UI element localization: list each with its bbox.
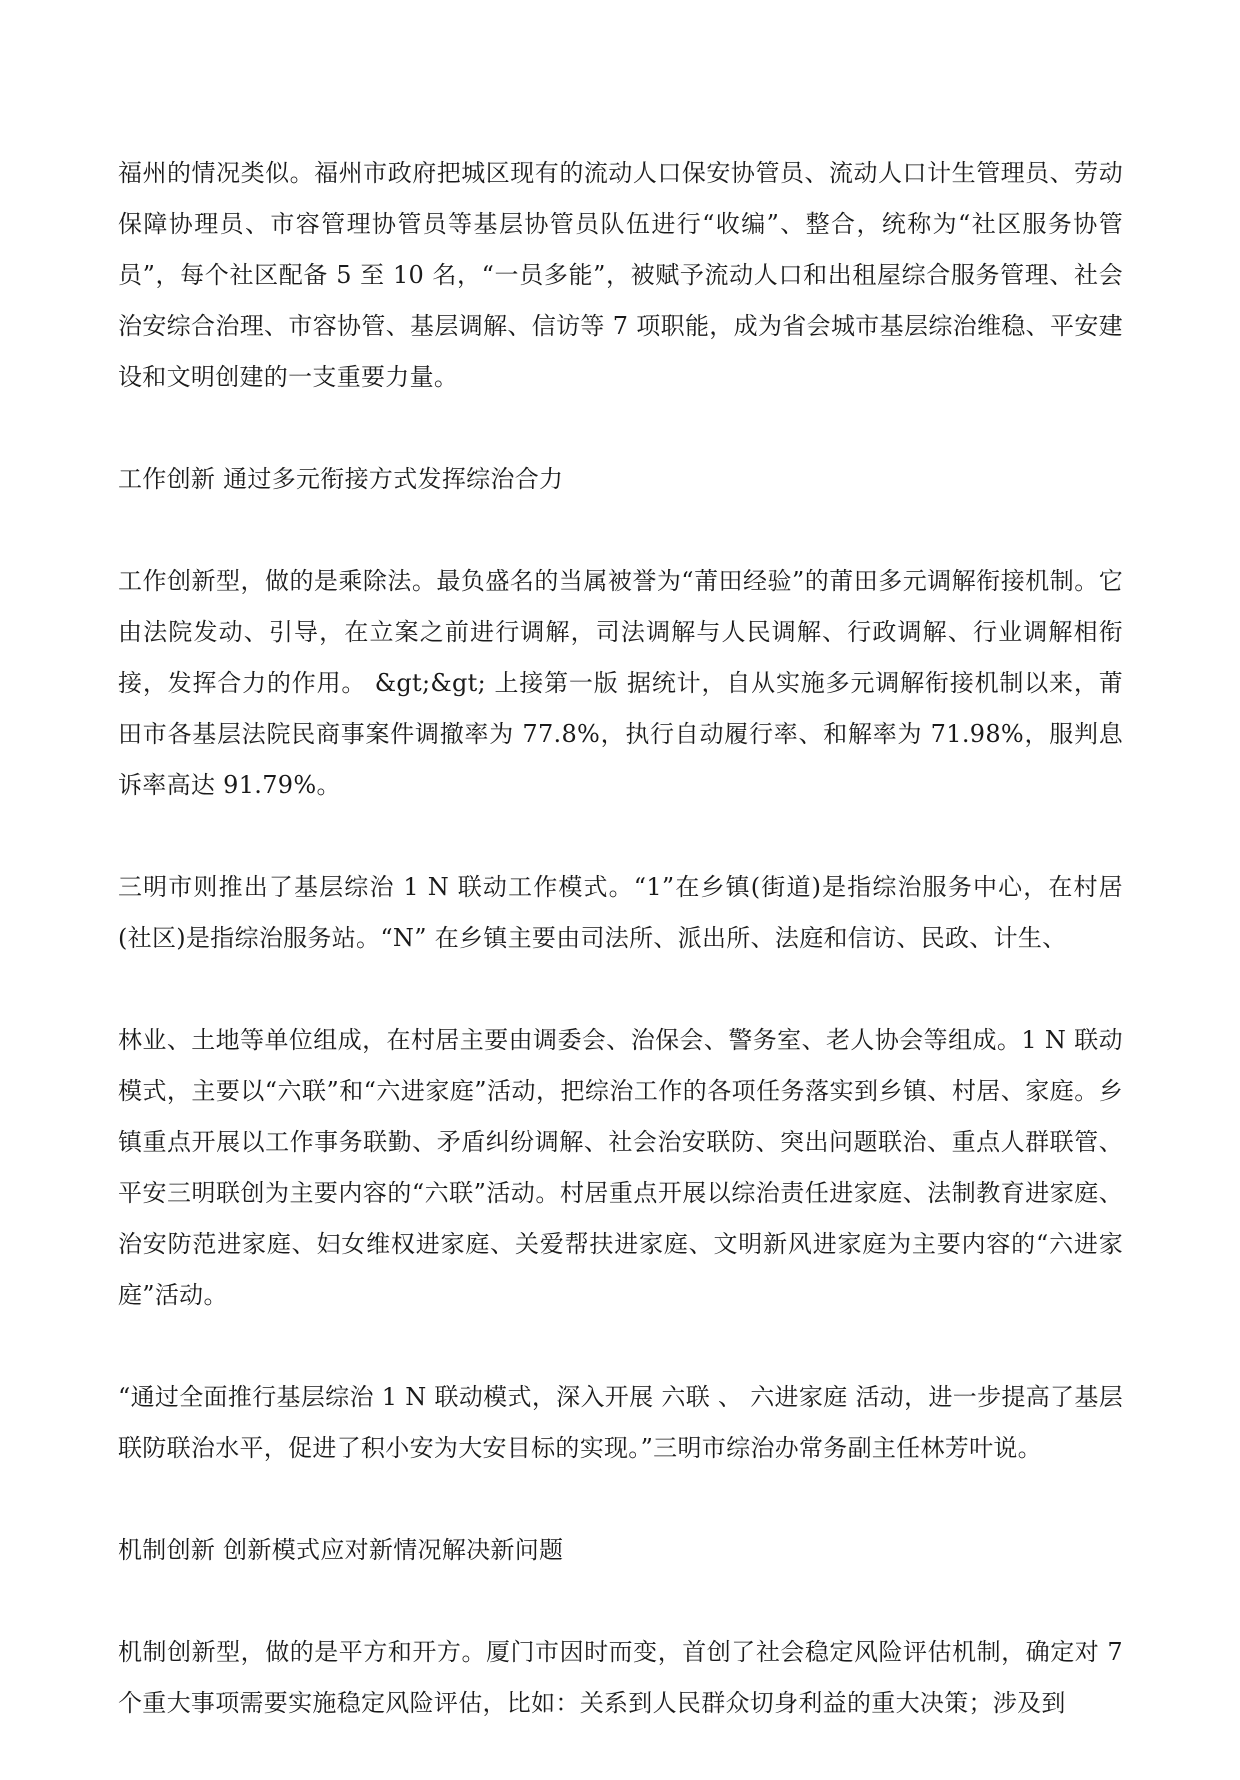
document-body bbox=[118, 148, 1123, 1780]
paragraph-putian: 工作创新型，做的是乘除法。最负盛名的当属被誉为“莆田经验”的莆田多元调解衔接机制。它由法院发动、引导，在立案之前进行调解，司法调解与人民调解、行政调解、行业调解相衔接，发挥合力的作用。 &gt;&gt; 上接第一版 据统计，自从实施多元调解衔接机制以来，莆田市各基层法院民商事案件调撤率为 77.8%，执行自动履行率、和解率为 71.98%，服判息诉率高达 91.79%。 bbox=[118, 567, 1123, 799]
paragraph-xiamen: 机制创新型，做的是平方和开方。厦门市因时而变，首创了社会稳定风险评估机制，确定对 7 个重大事项需要实施稳定风险评估，比如：关系到人民群众切身利益的重大决策；涉及到 bbox=[118, 1638, 1123, 1717]
paragraph-sanming-intro: 三明市则推出了基层综治 1 N 联动工作模式。“1”在乡镇(街道)是指综治服务中心，在村居(社区)是指综治服务站。“N” 在乡镇主要由司法所、派出所、法庭和信访、民政、计生、 bbox=[118, 873, 1123, 952]
paragraph-quote: “通过全面推行基层综治 1 N 联动模式，深入开展 六联 、 六进家庭 活动，进一步提高了基层联防联治水平，促进了积小安为大安目标的实现。”三明市综治办常务副主任林芳叶说。 bbox=[118, 1383, 1123, 1462]
section-heading-work-innovation: 工作创新 通过多元衔接方式发挥综治合力 bbox=[118, 465, 564, 493]
section-heading-mechanism-innovation: 机制创新 创新模式应对新情况解决新问题 bbox=[118, 1536, 564, 1564]
paragraph-sanming-detail: 林业、土地等单位组成，在村居主要由调委会、治保会、警务室、老人协会等组成。1 N 联动模式，主要以“六联”和“六进家庭”活动，把综治工作的各项任务落实到乡镇、村居、家庭。乡镇重点开展以工作事务联勤、矛盾纠纷调解、社会治安联防、突出问题联治、重点人群联管、平安三明联创为主要内容的“六联”活动。村居重点开展以综治责任进家庭、法制教育进家庭、治安防范进家庭、妇女维权进家庭、关爱帮扶进家庭、文明新风进家庭为主要内容的“六进家庭”活动。 bbox=[118, 1026, 1123, 1309]
paragraph-fuzhou: 福州的情况类似。福州市政府把城区现有的流动人口保安协管员、流动人口计生管理员、劳动保障协理员、市容管理协管员等基层协管员队伍进行“收编”、整合，统称为“社区服务协管员”，每个社区配备 5 至 10 名，“一员多能”，被赋予流动人口和出租屋综合服务管理、社会治安综合治理、市容协管、基层调解、信访等 7 项职能，成为省会城市基层综治维稳、平安建设和文明创建的一支重要力量。 bbox=[118, 159, 1123, 391]
